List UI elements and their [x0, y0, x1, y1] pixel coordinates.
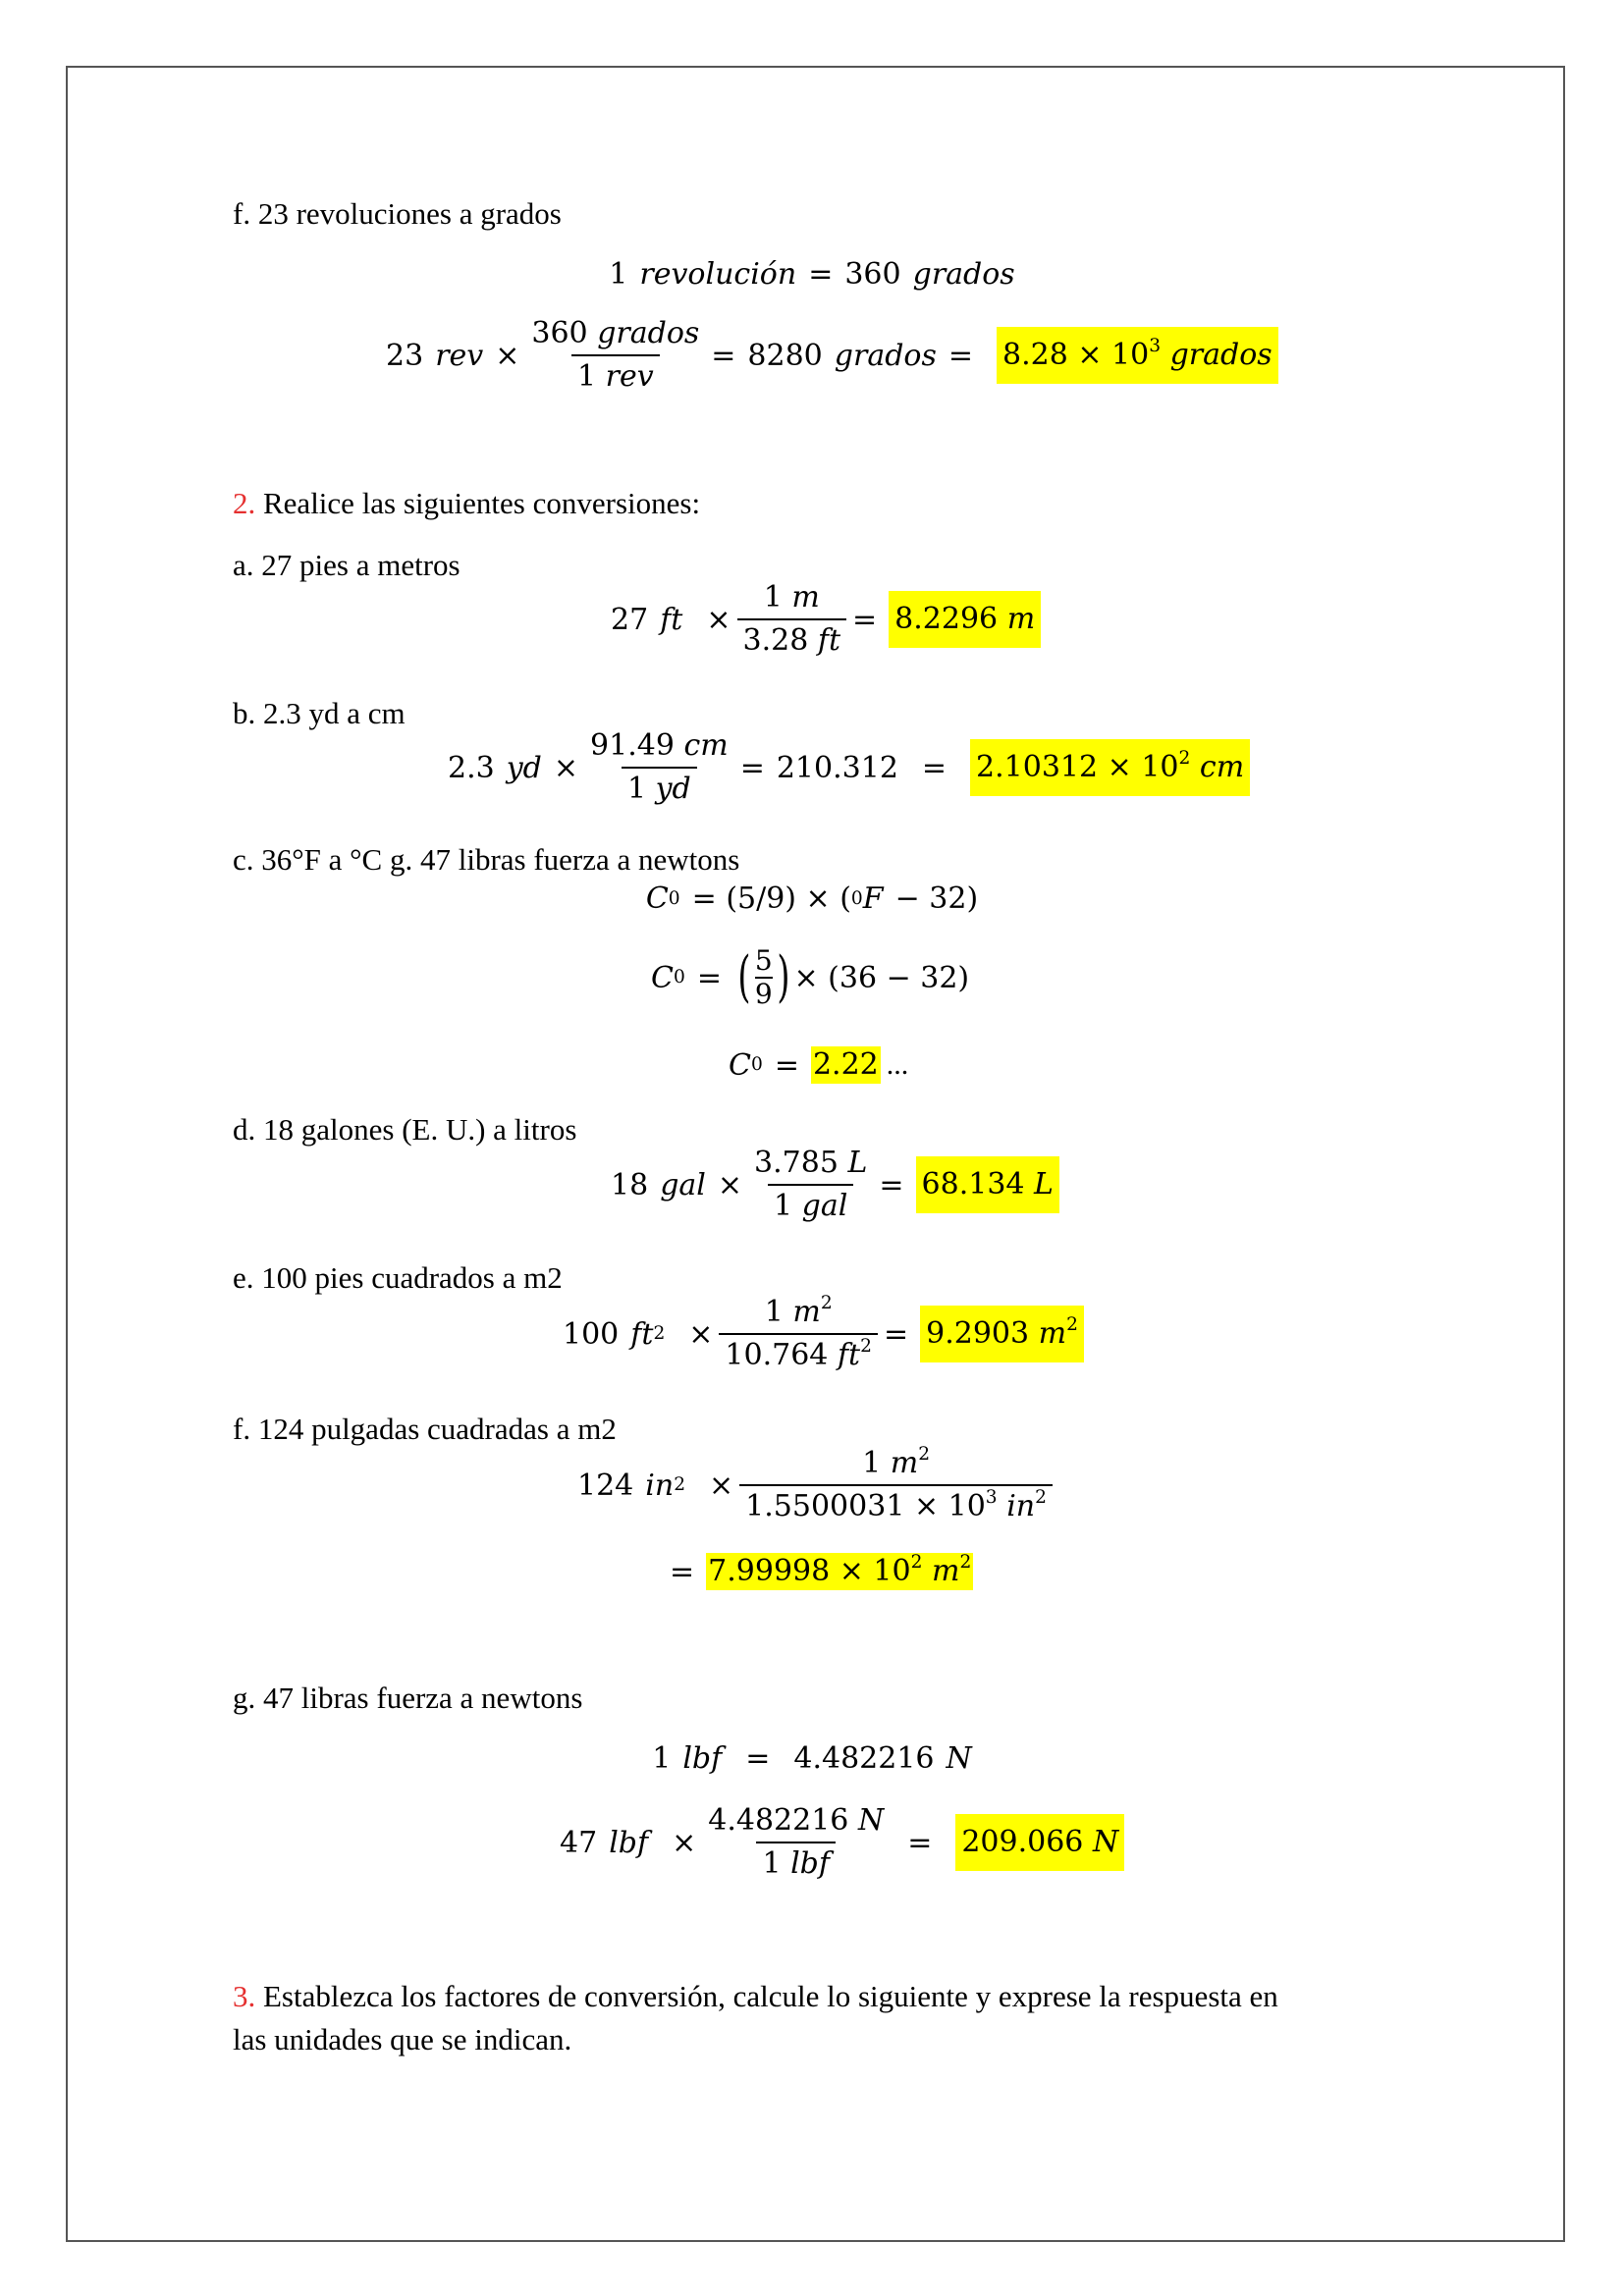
highlighted-result: 209.066 N — [955, 1814, 1124, 1871]
heading-f: f. 124 pulgadas cuadradas a m2 — [233, 1412, 617, 1446]
highlighted-result: 2.22 — [812, 1047, 879, 1082]
section-number: 2. — [233, 486, 256, 520]
relation-lbf-newton: 1 lbf = 4.482216 N — [652, 1741, 972, 1776]
highlighted-result: $2.10312 \times 10^2$ cm — [970, 739, 1250, 796]
formula-celsius: C 0 = (5/9) × ( 0 F − 32) — [645, 881, 979, 916]
heading-f-revolutions: f. 23 revoluciones a grados — [233, 196, 562, 231]
equation-e: 100 ft 2 × $\frac{1 m^2}{10.764 ft^2}$ = 9.2903 $m^2$ — [563, 1298, 1084, 1370]
heading-d: d. 18 galones (E. U.) a litros — [233, 1112, 577, 1147]
heading-c: c. 36°F a °C g. 47 libras fuerza a newtons — [233, 842, 740, 877]
equation-g: 47 lbf × $\frac{4.482216 N}{\text{1 lbf}}$ = 209.066 N — [560, 1806, 1124, 1879]
section-number: 3. — [233, 1979, 256, 2013]
highlighted-result: $8.28 \times 10^3$ grados — [997, 327, 1278, 384]
equation-a: 27 ft × $\frac{1 m}{3.28 ft}$ = 8.2296 m — [611, 583, 1041, 656]
section-2-heading: 2. Realice las siguientes conversiones: — [233, 486, 701, 520]
equation-f: 124 in 2 × $\frac{1 m^2}{1.5500031 \times 10^3 in^2}$ — [577, 1449, 1058, 1522]
equation-d: 18 gal × $\frac{3.785 L}{\text{1 gal}}$ = 68.134 L — [611, 1148, 1059, 1221]
heading-b: b. 2.3 yd a cm — [233, 696, 406, 730]
heading-a: a. 27 pies a metros — [233, 548, 460, 582]
relation-revolution-degrees: 1 revolución = 360 grados — [609, 257, 1015, 292]
highlighted-result: 8.2296 m — [889, 591, 1041, 648]
fraction: $\frac{\text{360 grados}}{\text{1 rev}}$ — [531, 316, 700, 394]
equation-revolutions: 23 rev × $\frac{\text{360 grados}}{\text{1 rev}}$ = 8280 grados = $8.28 \times 10^3$ grados — [386, 319, 1278, 392]
heading-g: g. 47 libras fuerza a newtons — [233, 1681, 583, 1715]
heading-e: e. 100 pies cuadrados a m2 — [233, 1260, 563, 1295]
highlighted-result: 9.2903 $m^2$ — [920, 1306, 1084, 1362]
highlighted-result: 68.134 L — [916, 1156, 1059, 1213]
equation-b: 2.3 yd × $\frac{91.49 cm}{1 yd}$ = 210.312 = $2.10312 \times 10^2$ cm — [448, 731, 1250, 804]
section-3-line1: 3. Establezca los factores de conversión, calcule lo siguiente y exprese la respuesta en — [233, 1979, 1278, 2013]
result-f: = $7.99998 \times 10^2$ $m^2$ — [670, 1551, 972, 1589]
result-celsius: C 0 = 2.22 ... — [729, 1047, 909, 1083]
step-celsius: C 0 = ( 5 9 ) × (36 − 32) — [651, 944, 970, 1010]
highlighted-result: $7.99998 \times 10^2$ $m^2$ — [708, 1551, 972, 1588]
section-3-line2: las unidades que se indican. — [233, 2022, 572, 2056]
